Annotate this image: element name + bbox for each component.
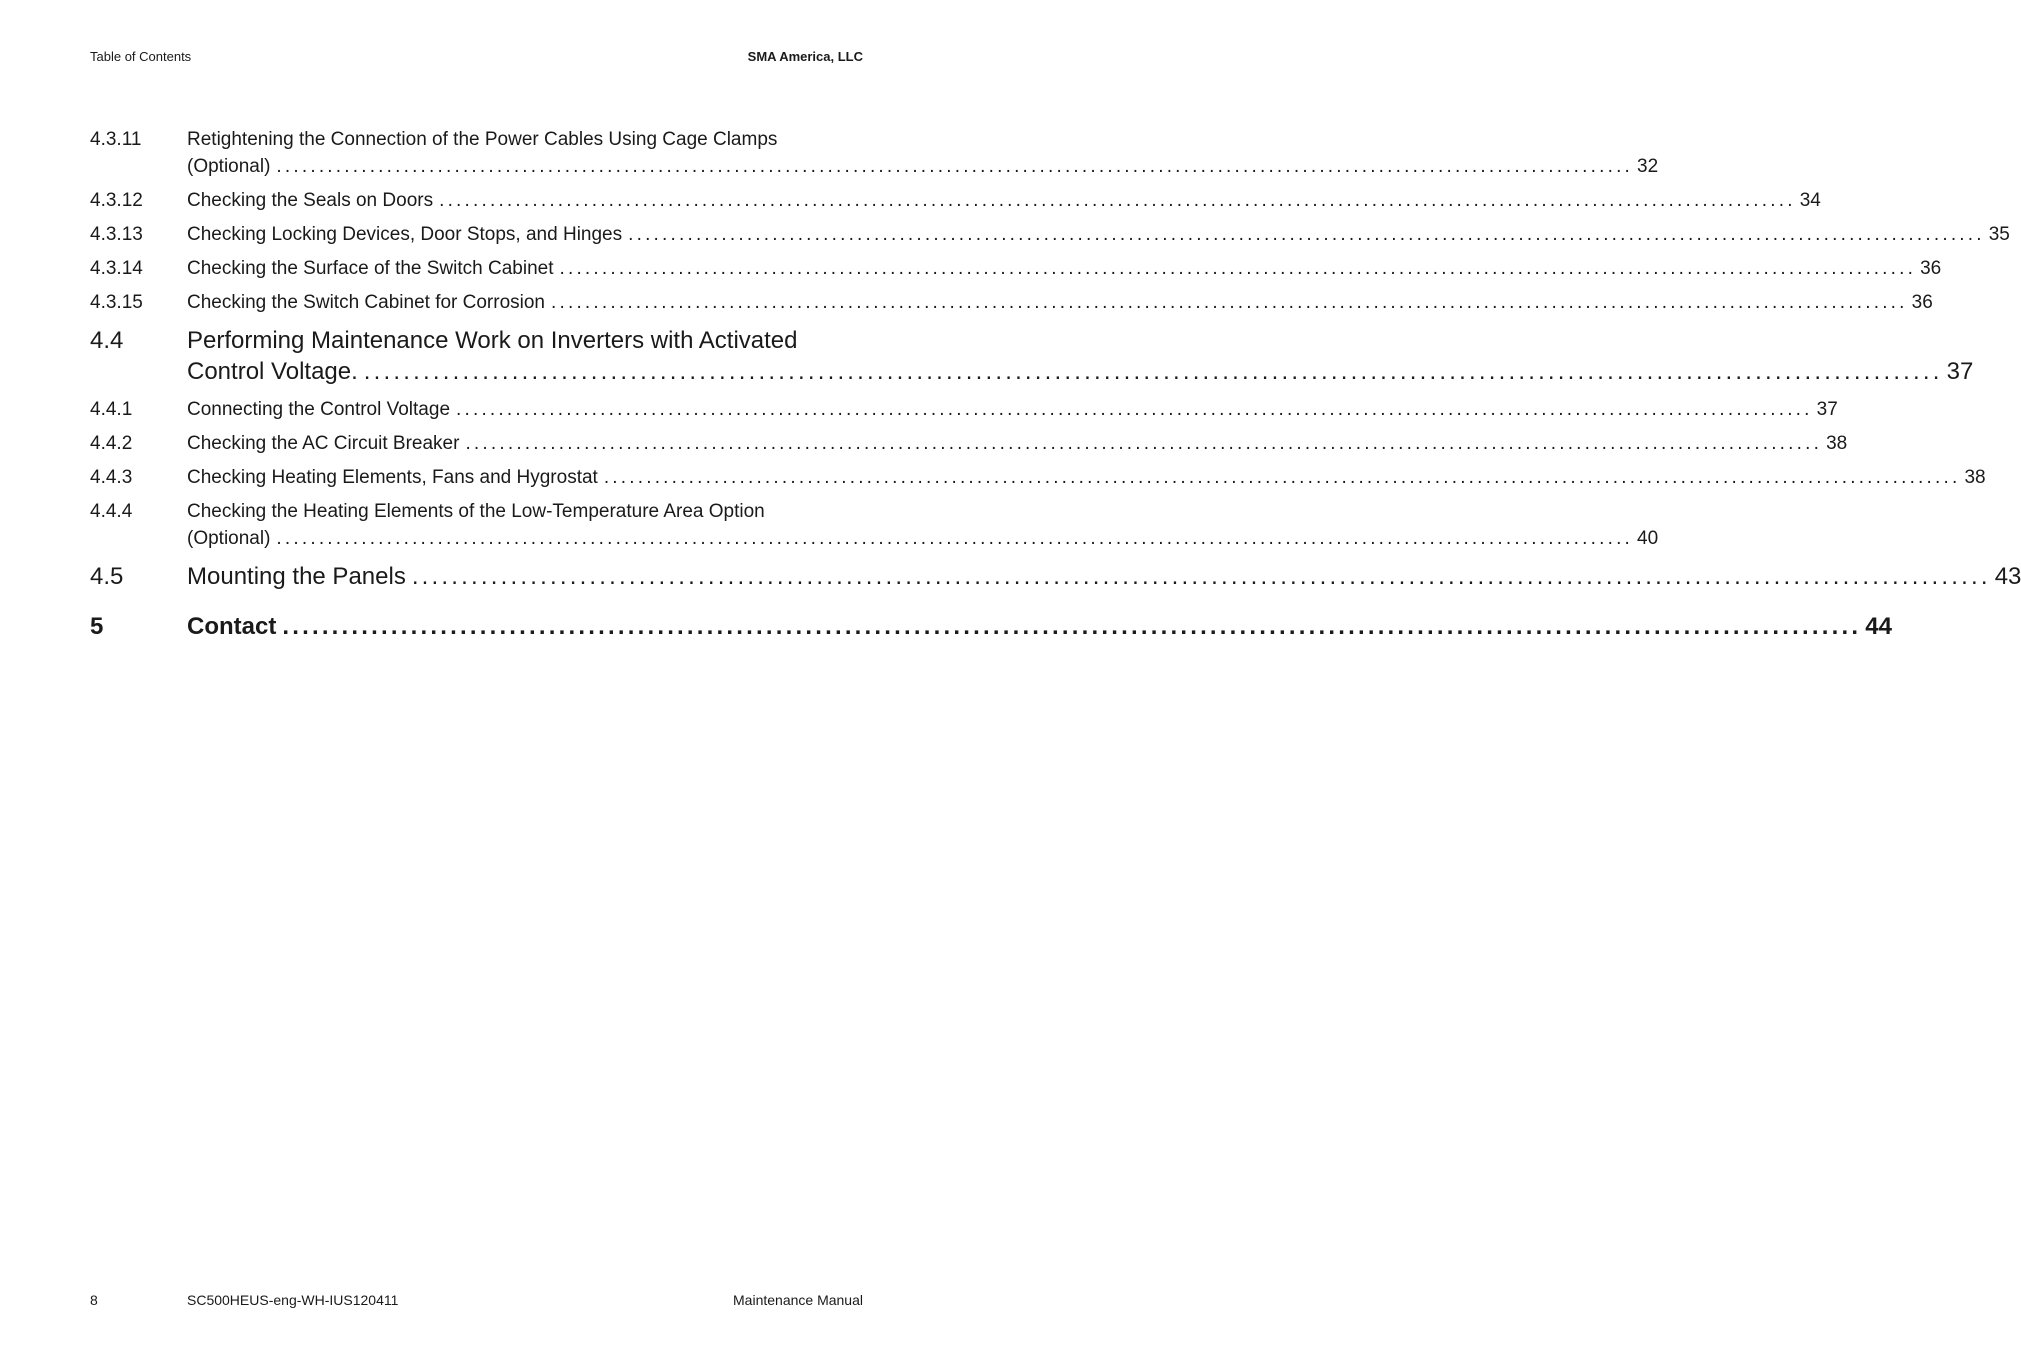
- toc-entry-number: 4.3.12: [90, 190, 143, 211]
- toc-entry-page: 32: [1637, 156, 1659, 177]
- toc-leader: ................................................................................................................................................................: [628, 224, 1985, 245]
- toc-entry-title: Checking Locking Devices, Door Stops, and Hinges: [187, 224, 623, 245]
- toc-entry-title-cont: (Optional): [187, 156, 271, 177]
- toc-entry-title: Checking the Surface of the Switch Cabinet: [187, 258, 554, 279]
- toc-entry-title: Checking the Seals on Doors: [187, 190, 434, 211]
- running-header-company: SMA America, LLC: [747, 49, 863, 64]
- toc-leader: ................................................................................................................................................................: [276, 156, 1634, 177]
- toc-leader: ................................................................................................................................................................: [603, 467, 1961, 488]
- toc-entry-title: Connecting the Control Voltage: [187, 399, 451, 420]
- toc-leader: ................................................................................................................................................................: [411, 563, 1991, 590]
- footer-document-code: SC500HEUS-eng-WH-IUS120411: [187, 1292, 399, 1308]
- toc-leader: ................................................................................................................................................................: [439, 190, 1796, 211]
- toc-entry-number: 4.4.2: [90, 433, 133, 454]
- toc-entry-page: 43: [1994, 563, 2021, 590]
- toc-entry-page: 38: [1964, 467, 1986, 488]
- toc-entry-title: Contact: [187, 613, 277, 640]
- toc-entry-number: 4.4: [90, 327, 124, 354]
- toc-leader: ................................................................................................................................................................: [282, 613, 1862, 640]
- toc-entry-page: 35: [1988, 224, 2010, 245]
- toc-entry-title: Retightening the Connection of the Power Cables Using Cage Clamps: [187, 129, 778, 150]
- toc-leader: ................................................................................................................................................................: [363, 358, 1943, 385]
- toc-entry-title: Mounting the Panels: [187, 563, 406, 590]
- toc-entry-number: 4.3.15: [90, 292, 143, 313]
- toc-entry-title: Checking the AC Circuit Breaker: [187, 433, 460, 454]
- toc-entry-number: 4.4.1: [90, 399, 133, 420]
- toc-entry-title: Checking the Switch Cabinet for Corrosion: [187, 292, 546, 313]
- toc-entry-number: 4.3.14: [90, 258, 143, 279]
- toc-entry-number: 4.5: [90, 563, 124, 590]
- toc-entry-number: 4.4.3: [90, 467, 133, 488]
- footer-manual-title: Maintenance Manual: [733, 1292, 863, 1308]
- toc-entry-page: 40: [1637, 528, 1659, 549]
- toc-entry-title: Checking the Heating Elements of the Low-Temperature Area Option: [187, 501, 765, 522]
- toc-entry-number: 4.4.4: [90, 501, 133, 522]
- toc-entry-title-cont: Control Voltage.: [187, 358, 358, 385]
- toc-entry-title: Performing Maintenance Work on Inverters with Activated: [187, 327, 798, 354]
- toc-entry-number: 5: [90, 613, 104, 640]
- toc-leader: ................................................................................................................................................................: [456, 399, 1813, 420]
- toc-leader: ................................................................................................................................................................: [465, 433, 1823, 454]
- toc-entry-title-cont: (Optional): [187, 528, 271, 549]
- toc-entry-page: 36: [1920, 258, 1942, 279]
- toc-entry-number: 4.3.11: [90, 129, 142, 150]
- toc-entry-page: 37: [1946, 358, 1974, 385]
- footer-page-number: 8: [90, 1292, 98, 1308]
- toc-leader: ................................................................................................................................................................: [559, 258, 1917, 279]
- toc-entry-page: 38: [1826, 433, 1848, 454]
- toc-entry-page: 44: [1865, 613, 1892, 640]
- toc-entry-page: 36: [1911, 292, 1933, 313]
- toc-entry-page: 37: [1816, 399, 1838, 420]
- running-header-section: Table of Contents: [90, 49, 192, 64]
- toc-leader: ................................................................................................................................................................: [551, 292, 1908, 313]
- toc-entry-page: 34: [1799, 190, 1821, 211]
- toc-entry-number: 4.3.13: [90, 224, 143, 245]
- toc-entry-title: Checking Heating Elements, Fans and Hygrostat: [187, 467, 598, 488]
- toc-leader: ................................................................................................................................................................: [276, 528, 1634, 549]
